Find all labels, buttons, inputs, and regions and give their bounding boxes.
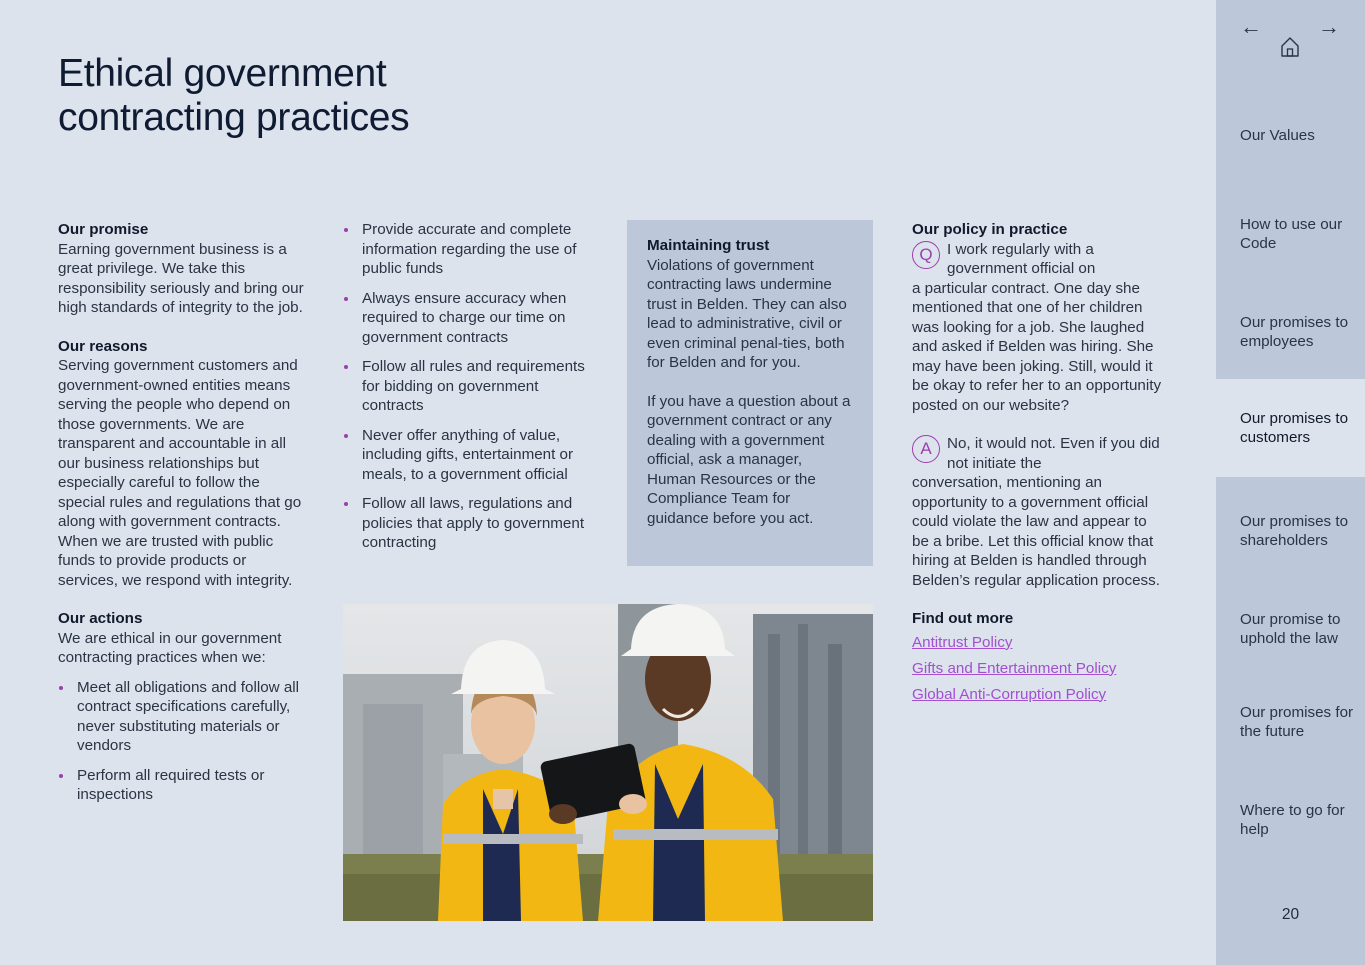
sidebar-item-promises-for-the-future[interactable]: Our promises for the future (1240, 703, 1354, 740)
sidebar-nav (1216, 0, 1365, 965)
page-number: 20 (1281, 906, 1300, 923)
sidebar-item-promises-to-customers[interactable]: Our promises to customers (1216, 379, 1365, 477)
actions-list (58, 678, 308, 805)
list-item: Perform all required tests or inspections (58, 766, 308, 805)
sidebar-item-where-to-go-for-help[interactable]: Where to go for help (1240, 801, 1345, 838)
arrow-left-icon[interactable]: ← (1240, 14, 1262, 39)
question-text-rest: a particular contract. One day she mentioned that one of her children was looking for a job. She laughed and asked if Belden was hiring. She may have been joking. Still, would it be okay to refer her to an opportunity posted on our website? (912, 279, 1162, 414)
reasons-heading: Our reasons (58, 337, 148, 355)
answer-badge-icon: A (912, 435, 940, 463)
list-item: Always ensure accuracy when required to charge our time on government contracts (343, 289, 593, 348)
sidebar-item-promises-to-shareholders[interactable]: Our promises to shareholders (1240, 512, 1349, 549)
list-item: Never offer anything of value, including gifts, entertainment or meals, to a government official (343, 426, 593, 485)
answer-block (912, 434, 1162, 590)
sidebar-item-how-to-use-our-code[interactable]: How to use our Code (1240, 215, 1343, 252)
page-title: Ethical government contracting practices (58, 52, 410, 139)
nav-arrows (1216, 14, 1365, 64)
maintaining-trust-box (627, 220, 873, 566)
column-promise-reasons-actions (58, 220, 308, 815)
list-item: Follow all laws, regulations and policies that apply to government contracting (343, 494, 593, 553)
column-policy-in-practice (912, 220, 1162, 711)
promise-text: Earning government business is a great privilege. We take this responsibility seriously and bring our high standards of integrity to the job. (58, 240, 304, 316)
column-actions-continued (343, 220, 593, 563)
question-block (912, 240, 1162, 416)
sidebar-item-our-values[interactable]: Our Values (1240, 127, 1315, 145)
actions-list-continued (343, 220, 593, 553)
question-text-first: I work regularly with a government official on (947, 240, 1096, 277)
home-icon[interactable] (1280, 36, 1300, 58)
workers-photo (343, 604, 873, 921)
trust-heading: Maintaining trust (647, 237, 770, 254)
list-item: Provide accurate and complete information regarding the use of public funds (343, 220, 593, 279)
workers-illustration (343, 604, 873, 921)
anti-corruption-policy-link[interactable]: Global Anti-Corruption Policy (912, 685, 1107, 703)
actions-intro: We are ethical in our government contracting practices when we: (58, 629, 282, 666)
question-badge-icon: Q (912, 241, 940, 269)
reasons-text: Serving government customers and government-owned entities means serving the people who depend on those governments. We are transparent and accountable in all our business relationships but especially careful to follow the special rules and regulations that go along with government contracts. When we are trusted with public funds to provide products or services, we respond with integrity. (58, 357, 302, 589)
promise-heading: Our promise (58, 221, 149, 238)
antitrust-policy-link[interactable]: Antitrust Policy (912, 633, 1013, 651)
arrow-right-icon[interactable]: → (1318, 14, 1340, 39)
policy-links (912, 633, 1162, 705)
answer-text-first: No, it would not. Even if you did not initiate the (947, 435, 1160, 472)
list-item: Follow all rules and requirements for bidding on government contracts (343, 357, 593, 416)
gifts-entertainment-policy-link[interactable]: Gifts and Entertainment Policy (912, 659, 1117, 677)
find-out-more-heading: Find out more (912, 610, 1014, 627)
list-item: Meet all obligations and follow all contract specifications carefully, never substituting materials or vendors (58, 678, 308, 756)
answer-text-rest: conversation, mentioning an opportunity to a government official could violate the law and appear to be a bribe. Let this official know that hiring at Belden is handled through Belden’s regular application process. (912, 474, 1160, 589)
policy-heading: Our policy in practice (912, 221, 1068, 238)
trust-paragraph-1: Violations of government contracting laws undermine trust in Belden. They can also lead to administrative, civil or even criminal penal-ties, both for Belden and for you. (647, 256, 847, 371)
sidebar-item-promises-to-employees[interactable]: Our promises to employees (1240, 313, 1349, 350)
sidebar-item-promise-to-uphold-the-law[interactable]: Our promise to uphold the law (1240, 610, 1341, 647)
trust-paragraph-2: If you have a question about a government contract or any dealing with a government official, ask a manager, Human Resources or the Compliance Team for guidance before you act. (647, 392, 851, 527)
actions-heading: Our actions (58, 610, 143, 627)
